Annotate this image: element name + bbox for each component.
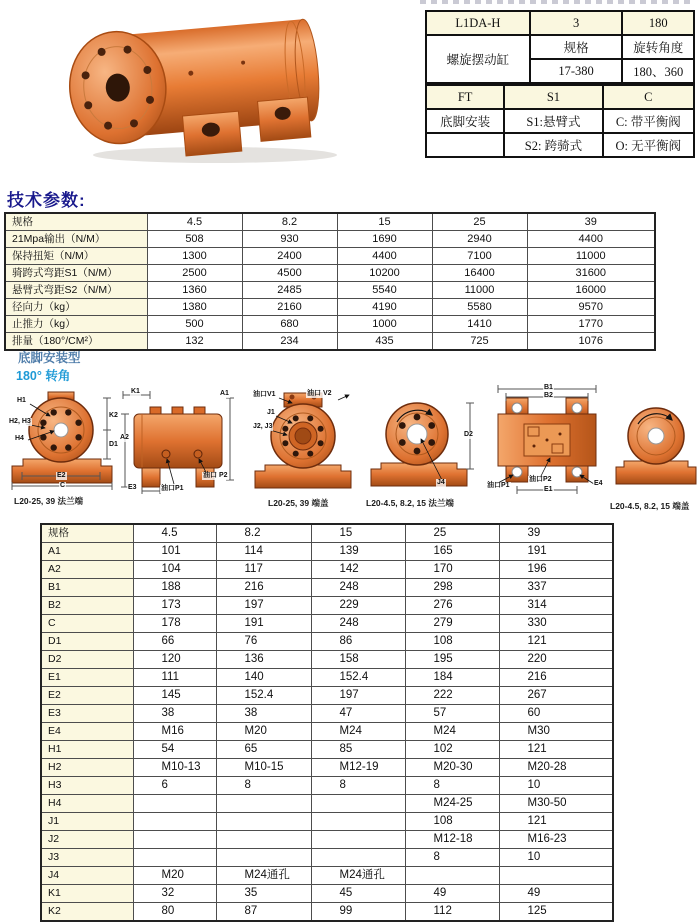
table-row	[5, 265, 655, 282]
cell-value: 54	[133, 741, 216, 759]
cell-value: 11000	[432, 282, 527, 299]
cell-value: 16000	[527, 282, 655, 299]
cell-value: 500	[147, 316, 242, 333]
cell-value: 121	[499, 741, 613, 759]
row-label: J1	[41, 813, 133, 831]
cell-value: 31600	[527, 265, 655, 282]
dim-label-j4: J4	[437, 479, 445, 486]
port-label-p1: 油口P1	[487, 482, 510, 489]
cell-value: 104	[133, 561, 216, 579]
cell-value: 173	[133, 597, 216, 615]
row-label: K2	[41, 903, 133, 922]
cell-value: M24通孔	[216, 867, 311, 885]
cell-value: M20-30	[405, 759, 499, 777]
cell-value: 8	[216, 777, 311, 795]
cell-value: 191	[499, 543, 613, 561]
model-code: L1DA-H	[426, 11, 530, 35]
cell-value: M12-19	[311, 759, 405, 777]
table-row	[41, 777, 613, 795]
cell-value: 165	[405, 543, 499, 561]
port-label-p1: 油口P1	[161, 485, 184, 492]
cell-value: 87	[216, 903, 311, 922]
row-label: A2	[41, 561, 133, 579]
cell-value: 38	[216, 705, 311, 723]
row-label: 排量（180°/CM²）	[5, 333, 147, 351]
dim-label-a2: A2	[120, 434, 129, 441]
table-row	[41, 723, 613, 741]
dim-label-d2: D2	[464, 431, 473, 438]
drawing-flange-end-small	[366, 394, 474, 492]
cell-value: M10-13	[133, 759, 216, 777]
cell-value	[499, 867, 613, 885]
valve-code: C	[603, 85, 694, 109]
table-row	[41, 669, 613, 687]
table-row	[41, 741, 613, 759]
cell-value: 7100	[432, 248, 527, 265]
cell-value: 298	[405, 579, 499, 597]
row-label: J3	[41, 849, 133, 867]
drawing-caption: L20-4.5, 8.2, 15 法兰端	[366, 498, 454, 508]
drawing-caption: L20-25, 39 法兰端	[14, 496, 83, 506]
cell-value: M10-15	[216, 759, 311, 777]
cell-value: 276	[405, 597, 499, 615]
table-row	[41, 813, 613, 831]
row-label: B1	[41, 579, 133, 597]
cell-value: 114	[216, 543, 311, 561]
cell-value: 16400	[432, 265, 527, 282]
cell-value: 1360	[147, 282, 242, 299]
table-row	[41, 543, 613, 561]
dim-label-h2-h3: H2, H3	[9, 418, 31, 425]
cell-value	[216, 831, 311, 849]
row-label: A1	[41, 543, 133, 561]
cell-value	[216, 849, 311, 867]
row-label: E3	[41, 705, 133, 723]
cell-value: 108	[405, 813, 499, 831]
cell-value: 4.5	[133, 524, 216, 543]
table-row	[5, 282, 655, 299]
cell-value	[133, 849, 216, 867]
port-label-p2: 油口P2	[529, 476, 552, 483]
table-row	[426, 85, 694, 109]
cell-value: 120	[133, 651, 216, 669]
cell-value: 136	[216, 651, 311, 669]
row-label: H3	[41, 777, 133, 795]
port-label-v2: 油口 V2	[307, 390, 332, 397]
dimensions-table	[40, 523, 614, 922]
cell-value: 85	[311, 741, 405, 759]
cell-value: 152.4	[216, 687, 311, 705]
row-label: B2	[41, 597, 133, 615]
cell-value: 1690	[337, 231, 432, 248]
cell-value: 1410	[432, 316, 527, 333]
row-label: 径向力（kg）	[5, 299, 147, 316]
table-row	[41, 579, 613, 597]
table-row	[41, 597, 613, 615]
cell-value: 158	[311, 651, 405, 669]
cell-value: M16	[133, 723, 216, 741]
table-row	[41, 705, 613, 723]
table-row	[5, 316, 655, 333]
cell-value: 1076	[527, 333, 655, 351]
mount-code: FT	[426, 85, 504, 109]
row-label: 骑跨式弯距S1（N/M）	[5, 265, 147, 282]
cell-value: M24	[311, 723, 405, 741]
product-photo	[40, 2, 370, 170]
cell-value: 39	[527, 213, 655, 231]
cell-value: 1300	[147, 248, 242, 265]
cell-value: 195	[405, 651, 499, 669]
size-code: 3	[530, 11, 623, 35]
row-label: 止推力（kg）	[5, 316, 147, 333]
cell-value: 80	[133, 903, 216, 922]
cell-value: 49	[499, 885, 613, 903]
table-row	[41, 687, 613, 705]
cell-value	[311, 831, 405, 849]
cell-value: 66	[133, 633, 216, 651]
cell-value: 39	[499, 524, 613, 543]
table-header-row	[5, 213, 655, 231]
cell-value: 140	[216, 669, 311, 687]
cell-value: M20-28	[499, 759, 613, 777]
row-label: C	[41, 615, 133, 633]
row-label: 规格	[41, 524, 133, 543]
cell-value: 5540	[337, 282, 432, 299]
c-desc: C: 带平衡阀	[603, 109, 694, 133]
cell-value: 1380	[147, 299, 242, 316]
spec-range: 17-380	[530, 59, 623, 83]
product-name: 螺旋摆动缸	[426, 35, 530, 83]
table-row	[41, 795, 613, 813]
dim-label-d1: D1	[109, 441, 118, 448]
cell-value	[311, 813, 405, 831]
cell-value: 191	[216, 615, 311, 633]
drawing-end-cap-small	[612, 400, 700, 490]
cell-value: 4500	[242, 265, 337, 282]
cell-value: 508	[147, 231, 242, 248]
cell-value: 25	[432, 213, 527, 231]
row-label: J2	[41, 831, 133, 849]
drawing-end-cap-large	[252, 390, 354, 494]
table-header-row	[41, 524, 613, 543]
cell-value	[133, 795, 216, 813]
cell-value	[216, 795, 311, 813]
angle-label: 旋转角度	[622, 35, 694, 59]
cell-value: 8	[405, 849, 499, 867]
cell-value: M20	[133, 867, 216, 885]
cell-value: 216	[216, 579, 311, 597]
cell-value: 49	[405, 885, 499, 903]
cell-value: 4400	[527, 231, 655, 248]
row-label: E1	[41, 669, 133, 687]
cell-value: 2485	[242, 282, 337, 299]
table-row	[41, 561, 613, 579]
cell-value: 101	[133, 543, 216, 561]
cell-value: 178	[133, 615, 216, 633]
table-row	[41, 903, 613, 922]
cell-value: 435	[337, 333, 432, 351]
table-row	[426, 35, 694, 59]
cell-value	[133, 813, 216, 831]
cell-value: 35	[216, 885, 311, 903]
angle-options: 180、360	[622, 59, 694, 83]
cell-value: M20	[216, 723, 311, 741]
cell-value: 216	[499, 669, 613, 687]
cell-value: 8.2	[216, 524, 311, 543]
spec-label: 规格	[530, 35, 623, 59]
cell-value	[216, 813, 311, 831]
row-label: J4	[41, 867, 133, 885]
drawing-top-view	[486, 384, 608, 496]
row-label: 21Mpa输出（N/M）	[5, 231, 147, 248]
cell-value: 102	[405, 741, 499, 759]
cropped-text-remnant	[420, 0, 694, 4]
cell-value: 337	[499, 579, 613, 597]
cell-value: 57	[405, 705, 499, 723]
dim-label-h1: H1	[17, 397, 26, 404]
cell-value: 99	[311, 903, 405, 922]
cell-value	[133, 831, 216, 849]
dim-label-j2-j3: J2, J3	[253, 423, 273, 430]
table-row	[426, 133, 694, 157]
dim-label-c: C	[60, 482, 66, 489]
table-row	[41, 849, 613, 867]
cell-value: 2500	[147, 265, 242, 282]
cell-value: 10200	[337, 265, 432, 282]
cell-value: M12-18	[405, 831, 499, 849]
cell-value	[311, 849, 405, 867]
cell-value: 279	[405, 615, 499, 633]
cell-value: M24-25	[405, 795, 499, 813]
cell-value: 1000	[337, 316, 432, 333]
cell-value: 47	[311, 705, 405, 723]
drawing-caption: L20-25, 39 端盖	[268, 498, 329, 508]
cell-value: 184	[405, 669, 499, 687]
row-label: H4	[41, 795, 133, 813]
cell-value: 108	[405, 633, 499, 651]
cell-value: 4190	[337, 299, 432, 316]
cell-value: 5580	[432, 299, 527, 316]
cell-value: 170	[405, 561, 499, 579]
cell-value: M24通孔	[311, 867, 405, 885]
table-row	[41, 867, 613, 885]
row-label: 规格	[5, 213, 147, 231]
cell-value: M30	[499, 723, 613, 741]
cell-value: 38	[133, 705, 216, 723]
table-row	[41, 651, 613, 669]
cell-value: 125	[499, 903, 613, 922]
dim-label-e4: E4	[594, 480, 603, 487]
model-code-table	[425, 10, 695, 84]
cell-value: 330	[499, 615, 613, 633]
cell-value: 8.2	[242, 213, 337, 231]
cell-value: M24	[405, 723, 499, 741]
cell-value: 10	[499, 777, 613, 795]
cell-value: 139	[311, 543, 405, 561]
cell-value: 196	[499, 561, 613, 579]
s1-desc: S1:悬臂式	[504, 109, 602, 133]
cell-value: 6	[133, 777, 216, 795]
subtitle-mount-type: 底脚安装型	[18, 351, 81, 365]
cell-value	[311, 795, 405, 813]
cell-value: 76	[216, 633, 311, 651]
cell-value: 8	[311, 777, 405, 795]
port-label-p2: 油口 P2	[203, 472, 228, 479]
row-label: K1	[41, 885, 133, 903]
cell-value: 220	[499, 651, 613, 669]
dim-label-e2: E2	[57, 472, 66, 479]
dim-label-h4: H4	[15, 435, 24, 442]
row-label: H1	[41, 741, 133, 759]
dim-label-a1: A1	[220, 390, 229, 397]
table-row	[5, 333, 655, 351]
row-label: D1	[41, 633, 133, 651]
s2-desc: S2: 跨骑式	[504, 133, 602, 157]
cell-value: 314	[499, 597, 613, 615]
cell-value: 2160	[242, 299, 337, 316]
drawing-flange-end-large	[8, 388, 118, 494]
dim-label-e1: E1	[544, 486, 553, 493]
cell-value: 4400	[337, 248, 432, 265]
cell-value: 142	[311, 561, 405, 579]
cell-value: 112	[405, 903, 499, 922]
cell-value: 65	[216, 741, 311, 759]
cell-value: 1770	[527, 316, 655, 333]
port-label-v1: 油口V1	[253, 391, 276, 398]
cell-value: 248	[311, 579, 405, 597]
row-label: E4	[41, 723, 133, 741]
cell-value: M30-50	[499, 795, 613, 813]
cell-value: 121	[499, 813, 613, 831]
row-label: D2	[41, 651, 133, 669]
cell-value: 111	[133, 669, 216, 687]
cell-value: 132	[147, 333, 242, 351]
dim-label-b2: B2	[544, 392, 553, 399]
table-row	[41, 615, 613, 633]
row-label: 保持扭矩（N/M）	[5, 248, 147, 265]
cell-value: 2940	[432, 231, 527, 248]
table-row	[41, 831, 613, 849]
dim-label-k1: K1	[131, 388, 140, 395]
cell-value: 680	[242, 316, 337, 333]
dim-label-j1: J1	[267, 409, 275, 416]
cell-value: 25	[405, 524, 499, 543]
cell-value: 222	[405, 687, 499, 705]
cell-value: 121	[499, 633, 613, 651]
cell-value: 60	[499, 705, 613, 723]
cell-value: 15	[337, 213, 432, 231]
dim-label-e3: E3	[128, 484, 137, 491]
cell-value: 267	[499, 687, 613, 705]
dim-label-k2: K2	[109, 412, 118, 419]
cell-value: 188	[133, 579, 216, 597]
drawing-caption: L20-4.5, 8.2, 15 端盖	[610, 501, 690, 511]
cell-value: 930	[242, 231, 337, 248]
cell-value: 8	[405, 777, 499, 795]
cell-value: 86	[311, 633, 405, 651]
support-code: S1	[504, 85, 602, 109]
section-title-tech-params: 技术参数:	[7, 191, 86, 210]
cell-value: 145	[133, 687, 216, 705]
drawing-side-view	[118, 388, 238, 494]
tech-params-table	[4, 212, 656, 351]
cell-value: 9570	[527, 299, 655, 316]
cell-value	[405, 867, 499, 885]
cell-value: 4.5	[147, 213, 242, 231]
dim-label-b1: B1	[544, 384, 553, 391]
subtitle-rotation-angle: 180° 转角	[16, 369, 71, 383]
cell-value: 234	[242, 333, 337, 351]
cell-value: 229	[311, 597, 405, 615]
cell-value: 11000	[527, 248, 655, 265]
cell-value: 197	[216, 597, 311, 615]
table-row	[41, 759, 613, 777]
cell-value: 117	[216, 561, 311, 579]
cell-value: 248	[311, 615, 405, 633]
cell-value: 197	[311, 687, 405, 705]
cell-value: 10	[499, 849, 613, 867]
table-row	[5, 299, 655, 316]
cell-value: 725	[432, 333, 527, 351]
table-row	[426, 109, 694, 133]
table-row	[5, 248, 655, 265]
cell-value: 15	[311, 524, 405, 543]
row-label: E2	[41, 687, 133, 705]
cell-value: M16-23	[499, 831, 613, 849]
table-row	[5, 231, 655, 248]
angle-code: 180	[622, 11, 694, 35]
model-code-block	[425, 10, 695, 158]
empty-cell	[426, 133, 504, 157]
table-row	[41, 633, 613, 651]
mount-desc: 底脚安装	[426, 109, 504, 133]
row-label: H2	[41, 759, 133, 777]
cell-value: 2400	[242, 248, 337, 265]
table-row	[41, 885, 613, 903]
o-desc: O: 无平衡阀	[603, 133, 694, 157]
table-row	[426, 11, 694, 35]
row-label: 悬臂式弯距S2（N/M）	[5, 282, 147, 299]
cell-value: 45	[311, 885, 405, 903]
model-options-table	[425, 84, 695, 158]
cell-value: 152.4	[311, 669, 405, 687]
cell-value: 32	[133, 885, 216, 903]
